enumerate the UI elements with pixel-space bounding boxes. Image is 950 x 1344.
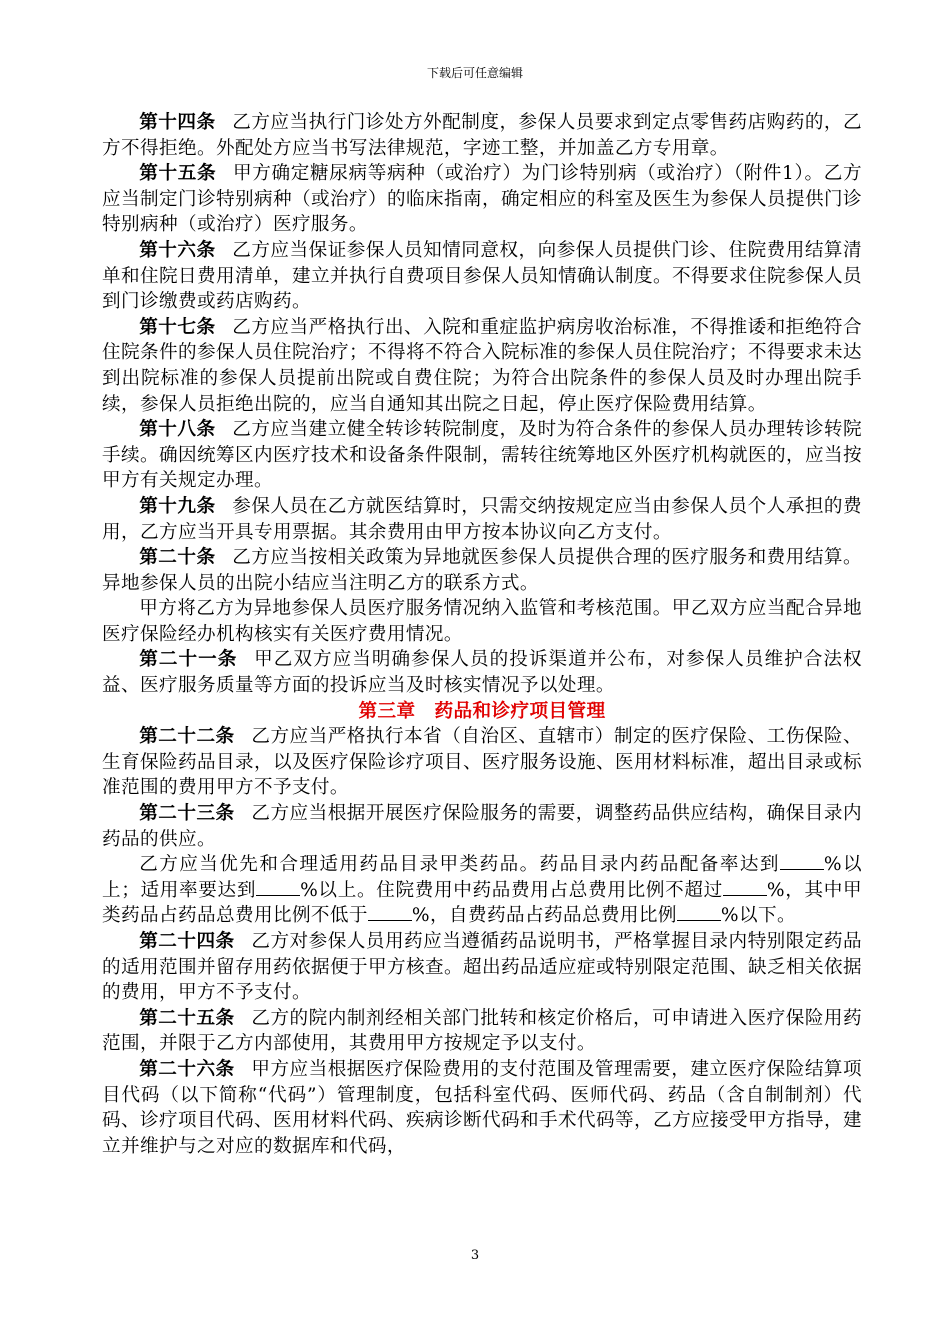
article-25 — [102, 1006, 862, 1057]
blank-field — [780, 853, 824, 870]
page-number: 3 — [470, 1248, 480, 1263]
article-22 — [102, 724, 862, 801]
article-text: 乙方应当按相关政策为异地就医参保人员提供合理的医疗服务和费用结算。异地参保人员的出院小结应当注明乙方的联系方式。 — [102, 547, 862, 594]
article-text: 甲方应当根据医疗保险费用的支付范围及管理需要，建立医疗保险结算项目代码（以下简称“代码”）管理制度，包括科室代码、医师代码、药品（含自制制剂）代码、诊疗项目代码、医用材料代码、疾病诊断代码和手术代码等，乙方应接受甲方指导，建立并维护与之对应的数据库和代码， — [102, 1058, 862, 1157]
article-text: 参保人员在乙方就医结算时，只需交纳按规定应当由参保人员个人承担的费用，乙方应当开具专用票据。其余费用由甲方按本协议向乙方支付。 — [102, 495, 862, 543]
drug-text-4: %，其中甲类药品占药品总费用比例不低于 — [102, 879, 863, 927]
chapter-heading: 第三章 药品和诊疗项目管理 — [358, 700, 606, 722]
drug-text-5: %，自费药品占药品总费用比例 — [411, 905, 677, 927]
blank-field — [368, 904, 412, 921]
article-title: 第二十四条 — [139, 931, 235, 952]
article-text: 甲方确定糖尿病等病种（或治疗）为门诊特别病（或治疗）（附件1）。乙方应当制定门诊特别病种（或治疗）的临床指南，确定相应的科室及医生为参保人员提供门诊特别病种（或治疗）医疗服务。 — [102, 163, 862, 236]
article-20-continued — [102, 596, 862, 647]
article-title: 第十六条 — [139, 239, 216, 261]
article-title: 第二十六条 — [139, 1058, 235, 1080]
drug-text-1: 乙方应当优先和合理适用药品目录甲类药品。药品目录内药品配备率达到 — [139, 854, 780, 876]
article-text: 乙方应当根据开展医疗保险服务的需要，调整药品供应结构，确保目录内药品的供应。 — [102, 803, 862, 850]
article-14 — [102, 110, 862, 161]
article-text: 甲乙双方应当明确参保人员的投诉渠道并公布，对参保人员维护合法权益、医疗服务质量等方面的投诉应当及时核实情况予以处理。 — [102, 649, 862, 697]
article-title: 第十九条 — [139, 495, 216, 517]
article-title: 第二十条 — [139, 547, 216, 569]
article-title: 第二十一条 — [139, 649, 238, 671]
article-title: 第二十五条 — [139, 1007, 235, 1029]
article-23 — [102, 801, 862, 852]
blank-field — [256, 879, 300, 896]
article-21 — [102, 647, 862, 698]
article-16 — [102, 238, 862, 315]
drug-ratio-paragraph — [102, 852, 862, 929]
article-title: 第十四条 — [139, 112, 216, 133]
article-text: 乙方应当建立健全转诊转院制度，及时为符合条件的参保人员办理转诊转院手续。确因统筹区内医疗技术和设备条件限制，需转往统筹地区外医疗机构就医的，应当按甲方有关规定办理。 — [102, 419, 862, 492]
article-text: 乙方的院内制剂经相关部门批转和核定价格后，可申请进入医疗保险用药范围，并限于乙方内部使用，其费用甲方按规定予以支付。 — [102, 1007, 862, 1055]
article-19 — [102, 494, 862, 545]
article-15 — [102, 161, 862, 238]
document-body — [102, 110, 862, 1159]
article-text: 乙方对参保人员用药应当遵循药品说明书，严格掌握目录内特别限定药品的适用范围并留存用药依据便于甲方核查。超出药品适应症或特别限定范围、缺乏相关依据的费用，甲方不予支付。 — [102, 931, 862, 1004]
article-18 — [102, 417, 862, 494]
article-title: 第十八条 — [139, 419, 216, 441]
blank-field — [723, 879, 767, 896]
article-26 — [102, 1057, 862, 1159]
article-title: 第十五条 — [139, 163, 217, 185]
article-title: 第十七条 — [139, 316, 216, 338]
drug-text-6: %以下。 — [720, 905, 796, 927]
article-17 — [102, 315, 862, 417]
article-title: 第二十二条 — [139, 726, 235, 748]
article-text: 乙方应当严格执行出、入院和重症监护病房收治标准，不得推诿和拒绝符合住院条件的参保人员住院治疗；不得将不符合入院标准的参保人员住院治疗；不得要求未达到出院标准的参保人员提前出院或自费住院；为符合出院条件的参保人员及时办理出院手续，参保人员拒绝出院的，应当自通知其出院之日起，停止医疗保险费用结算。 — [102, 316, 862, 415]
article-24 — [102, 929, 862, 1006]
article-text: 乙方应当执行门诊处方外配制度，参保人员要求到定点零售药店购药的，乙方不得拒绝。外配处方应当书写法律规范，字迹工整，并加盖乙方专用章。 — [102, 112, 862, 159]
article-text: 乙方应当严格执行本省（自治区、直辖市）制定的医疗保险、工伤保险、生育保险药品目录，以及医疗保险诊疗项目、医疗服务设施、医用材料标准，超出目录或标准范围的费用甲方不予支付。 — [102, 726, 862, 799]
drug-text-2: %以上；适用率要达到 — [102, 854, 862, 901]
article-text: 甲方将乙方为异地参保人员医疗服务情况纳入监管和考核范围。甲乙双方应当配合异地医疗保险经办机构核实有关医疗费用情况。 — [102, 598, 862, 645]
drug-text-3: %以上。住院费用中药品费用占总费用比例不超过 — [300, 879, 723, 901]
blank-field — [677, 904, 721, 921]
page-header: 下载后可任意编辑 — [426, 66, 523, 80]
article-text: 乙方应当保证参保人员知情同意权，向参保人员提供门诊、住院费用结算清单和住院日费用清单，建立并执行自费项目参保人员知情确认制度。不得要求住院参保人员到门诊缴费或药店购药。 — [102, 239, 862, 313]
article-title: 第二十三条 — [139, 803, 235, 825]
article-20 — [102, 545, 862, 596]
